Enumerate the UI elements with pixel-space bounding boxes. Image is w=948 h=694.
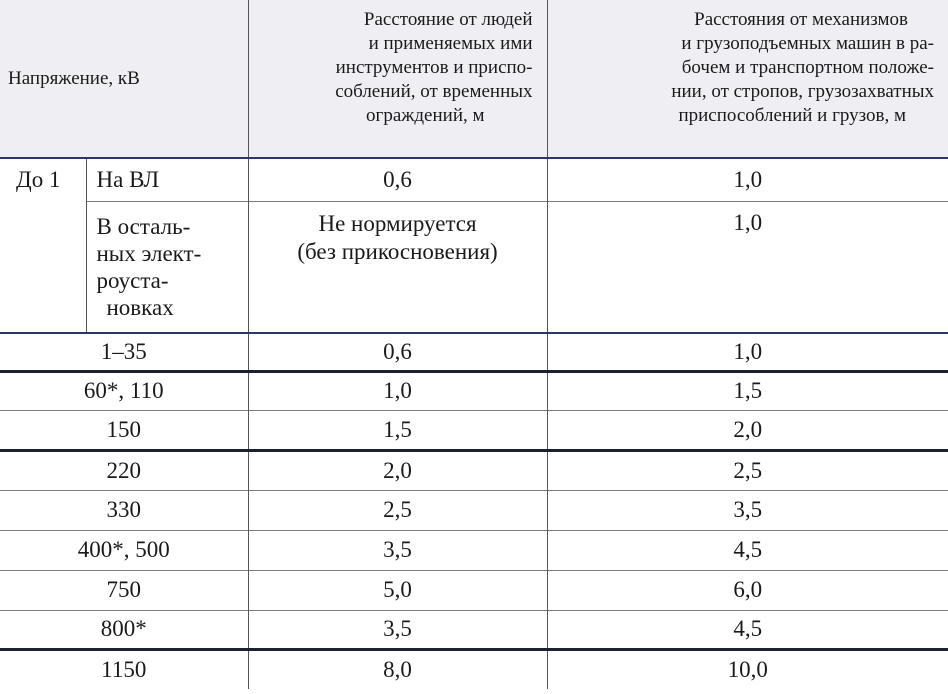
table-row [0, 201, 948, 333]
people-value: 1,0 [383, 378, 412, 403]
people-value: 0,6 [383, 166, 412, 192]
machines-value-cell [547, 450, 948, 490]
people-value: 3,5 [383, 616, 412, 641]
people-header-line: инструментов и приспо- [335, 57, 533, 78]
voltage-cell [0, 490, 248, 530]
people-distance-header [248, 0, 547, 158]
machines-value-cell [547, 371, 948, 410]
machines-value: 1,0 [733, 209, 763, 235]
people-value: 2,5 [383, 497, 412, 522]
sub-label: На ВЛ [96, 167, 160, 193]
people-value-line: Не нормируется [318, 210, 477, 236]
voltage-cell [0, 570, 248, 610]
people-header-line: и применяемых ими [368, 33, 533, 54]
machines-value-cell [547, 649, 948, 689]
machines-value: 1,5 [733, 378, 763, 403]
voltage-cell [0, 410, 248, 450]
people-value-cell [248, 610, 547, 649]
machines-distance-header [547, 0, 948, 158]
machines-value: 1,0 [733, 338, 763, 364]
people-value: 5,0 [383, 577, 412, 602]
people-value-cell [248, 530, 547, 570]
machines-value-cell [547, 333, 948, 371]
machines-value-cell [547, 158, 948, 201]
voltage-value: 1150 [101, 656, 147, 682]
machines-value: 4,5 [733, 616, 763, 641]
voltage-cell [0, 610, 248, 649]
people-value-line: (без прикосновения) [297, 238, 498, 264]
machines-value-cell [547, 201, 948, 333]
voltage-value: 750 [106, 577, 141, 602]
table-row [0, 649, 948, 689]
sub-label-cell [86, 158, 248, 201]
machines-value-cell [547, 530, 948, 570]
machines-value-cell [547, 570, 948, 610]
voltage-value: 800* [100, 616, 147, 641]
people-value-cell [248, 410, 547, 450]
people-value-cell [248, 201, 547, 333]
people-value: 2,0 [383, 457, 412, 483]
people-value-cell [248, 450, 547, 490]
group-label: До 1 [16, 167, 61, 192]
machines-value: 2,5 [733, 457, 763, 483]
table-row [0, 610, 948, 649]
people-value: 0,6 [383, 338, 412, 364]
voltage-value: 220 [106, 457, 141, 483]
people-value-cell [248, 490, 547, 530]
machines-value: 1,0 [733, 166, 763, 192]
people-value-cell [248, 649, 547, 689]
people-value: 3,5 [383, 537, 412, 562]
machines-value-cell [547, 610, 948, 649]
machines-value: 4,5 [733, 537, 763, 562]
people-header-line: Расстояние от людей [363, 9, 533, 30]
table-row [0, 490, 948, 530]
table-row [0, 450, 948, 490]
machines-value-cell [547, 490, 948, 530]
table-row [0, 371, 948, 410]
voltage-header-label: Напряжение, кВ [8, 67, 140, 89]
table-row [0, 530, 948, 570]
machines-header-line: и грузоподъемных машин в ра- [681, 33, 935, 54]
voltage-value: 1–35 [100, 338, 147, 364]
machines-header-line: приспособлений и грузов, м [678, 105, 907, 126]
voltage-header [0, 0, 248, 158]
machines-value-cell [547, 410, 948, 450]
voltage-value: 150 [106, 416, 141, 442]
table-row [0, 333, 948, 371]
voltage-value: 330 [106, 497, 141, 522]
voltage-cell [0, 649, 248, 689]
machines-value: 10,0 [727, 656, 768, 682]
voltage-cell [0, 371, 248, 410]
people-value-cell [248, 158, 547, 201]
voltage-cell [0, 450, 248, 490]
sub-label-line: новках [106, 294, 174, 320]
group-label-cell [0, 158, 86, 333]
sub-label-line: роуста- [96, 267, 169, 293]
voltage-value: 400*, 500 [77, 537, 170, 562]
sub-label-cell [86, 201, 248, 333]
people-header-line: соблений, от временных [335, 81, 533, 102]
table-row [0, 570, 948, 610]
machines-value: 3,5 [733, 497, 763, 522]
sub-label-line: В осталь- [96, 213, 191, 239]
machines-value: 6,0 [733, 577, 763, 602]
voltage-cell [0, 333, 248, 371]
machines-header-line: Расстояния от механизмов [694, 9, 909, 30]
people-value: 8,0 [383, 656, 412, 682]
sub-label-line: ных элект- [96, 240, 202, 266]
people-value-cell [248, 570, 547, 610]
people-value-cell [248, 371, 547, 410]
header-row [0, 0, 948, 158]
table-row [0, 158, 948, 201]
voltage-value: 60*, 110 [83, 378, 164, 403]
people-value: 1,5 [383, 416, 412, 442]
machines-header-line: нии, от стропов, грузозахватных [671, 81, 935, 102]
people-value-cell [248, 333, 547, 371]
voltage-cell [0, 530, 248, 570]
table-row [0, 410, 948, 450]
people-header-line: ограждений, м [366, 105, 485, 126]
machines-header-line: бочем и транспортном положе- [681, 57, 935, 78]
machines-value: 2,0 [733, 416, 763, 442]
